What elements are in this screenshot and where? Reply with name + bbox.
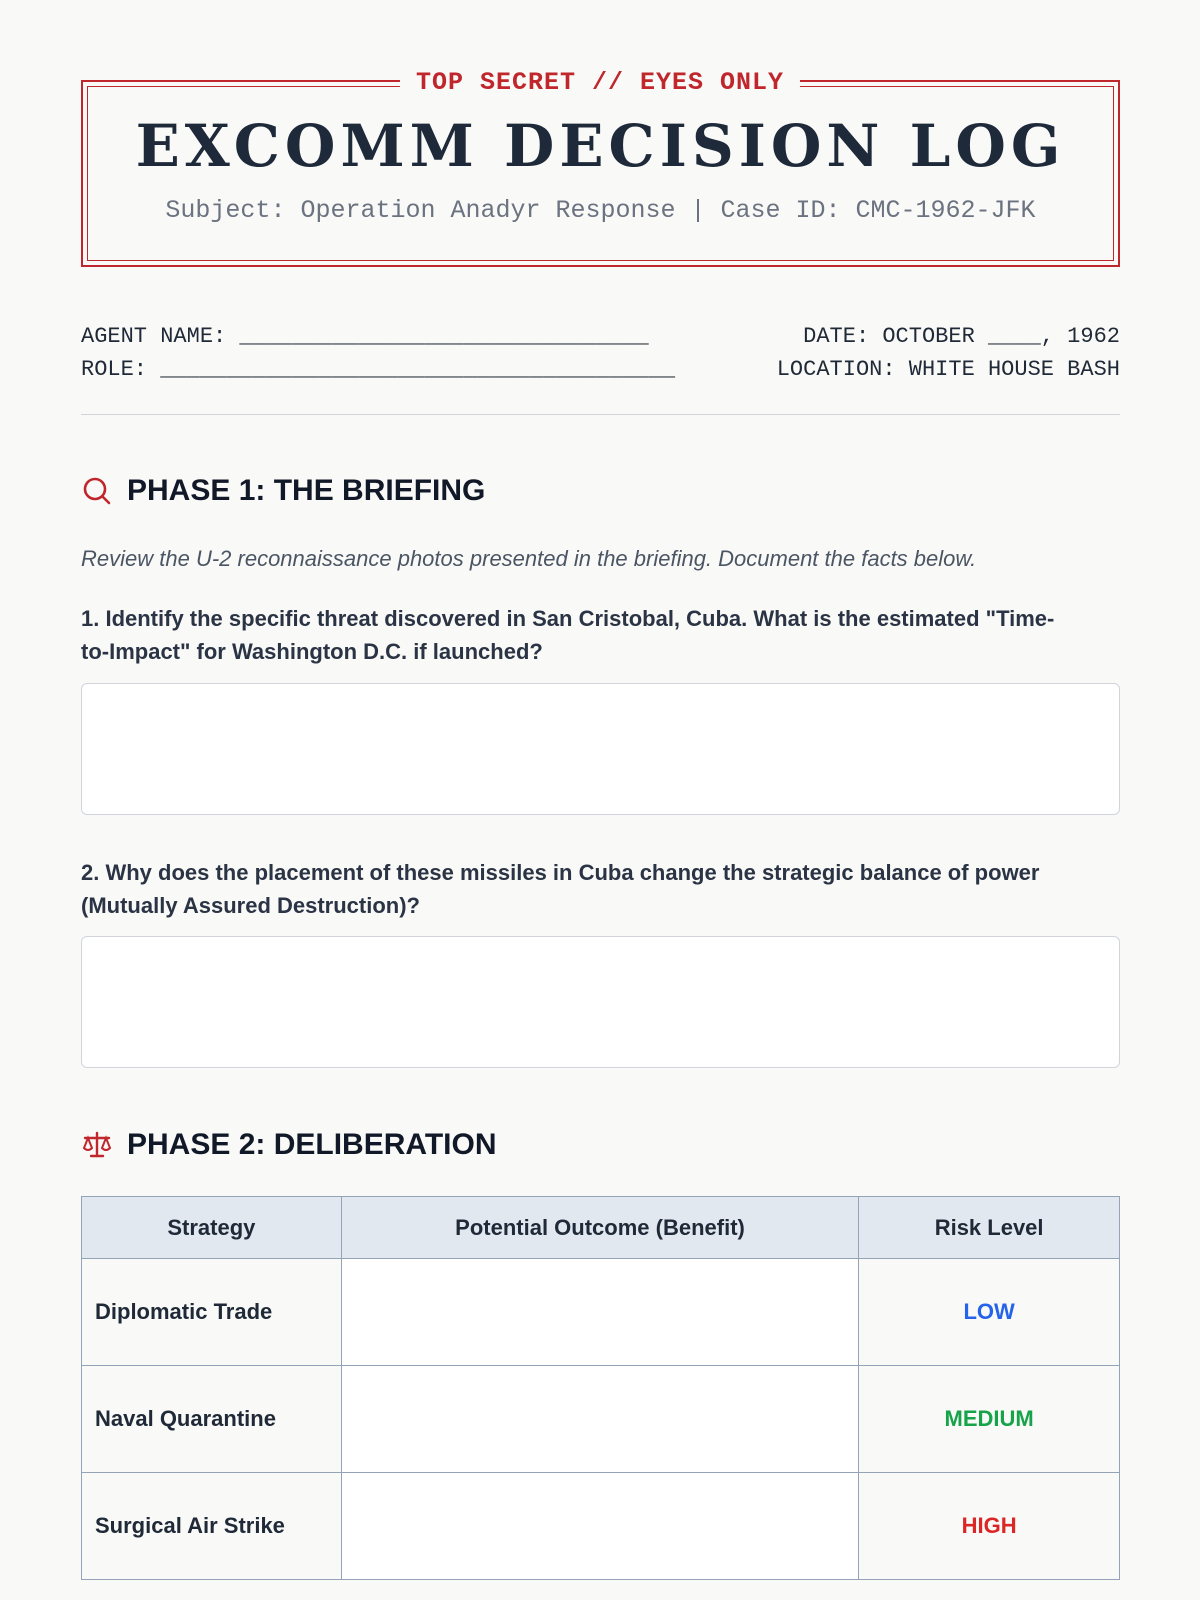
risk-cell: MEDIUM [859, 1366, 1120, 1473]
phase2-heading [81, 1128, 496, 1162]
table-row [82, 1259, 1120, 1366]
header-risk: Risk Level [859, 1197, 1120, 1259]
magnifier-icon [81, 475, 113, 507]
table-row [82, 1473, 1120, 1580]
question-1: 1. Identify the specific threat discovered in San Cristobal, Cuba. What is the estimated "Time-to-Impact" for Washington D.C. if launched? [81, 606, 1055, 664]
header-divider [81, 414, 1120, 415]
strategy-cell: Diplomatic Trade [82, 1259, 342, 1366]
table-row [82, 1366, 1120, 1473]
outcome-input-cell[interactable] [341, 1259, 858, 1366]
agent-name-field[interactable]: AGENT NAME: _______________________________ [81, 324, 649, 349]
question-2: 2. Why does the placement of these missiles in Cuba change the strategic balance of power (Mutually Assured Destruction)? [81, 860, 1040, 918]
risk-cell: HIGH [859, 1473, 1120, 1580]
classification-banner: TOP SECRET // EYES ONLY [400, 68, 800, 97]
table-header-row [82, 1197, 1120, 1259]
document-subtitle: Subject: Operation Anadyr Response | Case ID: CMC-1962-JFK [165, 196, 1036, 225]
document-title: EXCOMM DECISION LOG [135, 112, 1066, 180]
answer-1-textarea[interactable] [81, 683, 1120, 815]
scales-icon [81, 1129, 113, 1161]
date-field[interactable]: DATE: OCTOBER ____, 1962 [803, 324, 1120, 349]
phase2-title: PHASE 2: DELIBERATION [127, 1128, 497, 1161]
answer-2-textarea[interactable] [81, 936, 1120, 1068]
phase1-title: PHASE 1: THE BRIEFING [127, 474, 486, 507]
phase1-instructions: Review the U-2 reconnaissance photos presented in the briefing. Document the facts below. [81, 546, 977, 571]
outcome-input-cell[interactable] [341, 1473, 858, 1580]
header-strategy: Strategy [82, 1197, 342, 1259]
strategy-cell: Naval Quarantine [82, 1366, 342, 1473]
phase1-heading [81, 474, 485, 508]
strategy-cell: Surgical Air Strike [82, 1473, 342, 1580]
location-field: LOCATION: WHITE HOUSE BASH [776, 357, 1120, 382]
header-outcome: Potential Outcome (Benefit) [341, 1197, 858, 1259]
role-field[interactable]: ROLE: _______________________________________ [81, 357, 676, 382]
risk-cell: LOW [859, 1259, 1120, 1366]
strategy-table [81, 1196, 1120, 1580]
outcome-input-cell[interactable] [341, 1366, 858, 1473]
